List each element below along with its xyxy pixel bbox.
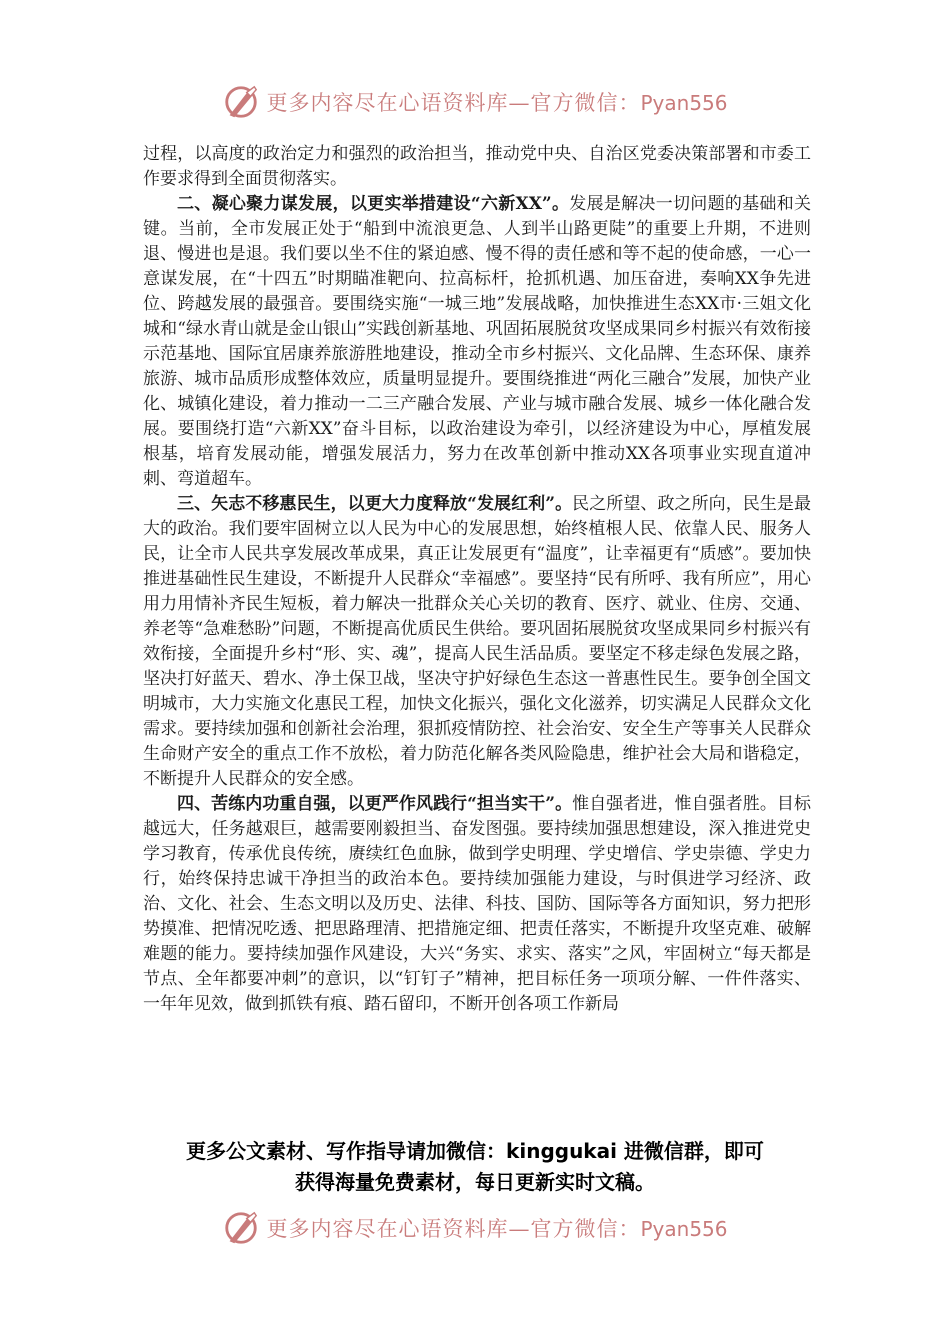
section-body: 民之所望、政之所向，民生是最大的政治。我们要牢固树立以人民为中心的发展思想，始终植根人民、依靠人民、服务人民，让全市人民共享发展改革成果，真正让发展更有“温度”，让幸福更有“质感”。要加快推进基础性民生建设，不断提升人民群众“幸福感”。要坚持“民有所呼、我有所应”，用心用力用情补齐民生短板，着力解决一批群众关心关切的教育、医疗、就业、住房、交通、养老等“急难愁盼”问题，不断提高优质民生供给。要巩固拓展脱贫攻坚成果同乡村振兴有效衔接，全面提升乡村“形、实、魂”，提高人民生活品质。要坚定不移走绿色发展之路，坚决打好蓝天、碧水、净土保卫战，坚决守护好绿色生态这一普惠性民生。要争创全国文明城市，大力实施文化惠民工程，加快文化振兴，强化文化滋养，切实满足人民群众文化需求。要持续加强和创新社会治理，狠抓疫情防控、社会治安、安全生产等事关人民群众生命财产安全的重点工作不放松，着力防范化解各类风险隐患，维护社会大局和谐稳定，不断提升人民群众的安全感。 <box>143 494 811 789</box>
section-paragraph-2 <box>143 192 811 492</box>
section-paragraph-3 <box>143 492 811 792</box>
pen-nib-logo-icon <box>222 1209 260 1247</box>
watermark-text: 更多内容尽在心语资料库—官方微信：Pyan556 <box>266 91 728 115</box>
watermark-header <box>0 80 950 124</box>
watermark-wechat-id: Pyan556 <box>640 91 728 115</box>
promo-footer-note <box>100 1136 850 1198</box>
section-paragraph-4 <box>143 792 811 1017</box>
section-heading: 三、矢志不移惠民生，以更大力度释放“发展红利”。 <box>177 494 573 514</box>
watermark-wechat-id: Pyan556 <box>640 1217 728 1241</box>
section-heading: 四、苦练内功重自强，以更严作风践行“担当实干”。 <box>177 794 573 814</box>
continuation-paragraph: 过程，以高度的政治定力和强烈的政治担当，推动党中央、自治区党委决策部署和市委工作要求得到全面贯彻落实。 <box>143 144 811 189</box>
section-body: 惟自强者进，惟自强者胜。目标越远大，任务越艰巨，越需要刚毅担当、奋发图强。要持续加强思想建设，深入推进党史学习教育，传承优良传统，赓续红色血脉，做到学史明理、学史增信、学史崇德、学史力行，始终保持忠诚干净担当的政治本色。要持续加强能力建设，与时俱进学习经济、政治、文化、社会、生态文明以及历史、法律、科技、国防、国际等各方面知识，努力把形势摸准、把情况吃透、把思路理清、把措施定细、把责任落实，不断提升攻坚克难、破解难题的能力。要持续加强作风建设，大兴“务实、求实、落实”之风，牢固树立“每天都是节点、全年都要冲刺”的意识，以“钉钉子”精神，把目标任务一项项分解、一件件落实、一年年见效，做到抓铁有痕、踏石留印，不断开创各项工作新局 <box>143 794 811 1014</box>
watermark-text: 更多内容尽在心语资料库—官方微信：Pyan556 <box>266 1217 728 1241</box>
section-heading: 二、凝心聚力谋发展，以更实举措建设“六新XX”。 <box>177 194 570 214</box>
section-body: 发展是解决一切问题的基础和关键。当前，全市发展正处于“船到中流浪更急、人到半山路更陡”的重要上升期，不进则退、慢进也是退。我们要以坐不住的紧迫感、慢不得的责任感和等不起的使命感，一心一意谋发展，在“十四五”时期瞄准靶向、拉高标杆，抢抓机遇、加压奋进，奏响XX争先进位、跨越发展的最强音。要围绕实施“一城三地”发展战略，加快推进生态XX市·三姐文化城和“绿水青山就是金山银山”实践创新基地、巩固拓展脱贫攻坚成果同乡村振兴有效衔接示范基地、国际宜居康养旅游胜地建设，推动全市乡村振兴、文化品牌、生态环保、康养旅游、城市品质形成整体效应，质量明显提升。要围绕推进“两化三融合”发展，加快产业化、城镇化建设，着力推动一二三产融合发展、产业与城市融合发展、城乡一体化融合发展。要围绕打造“六新XX”奋斗目标，以政治建设为牵引，以经济建设为中心，厚植发展根基，培育发展动能，增强发展活力，努力在改革创新中推动XX各项事业实现直道冲刺、弯道超车。 <box>143 194 812 489</box>
pen-nib-logo-icon <box>222 83 260 121</box>
promo-line-2: 获得海量免费素材，每日更新实时文稿。 <box>295 1170 655 1194</box>
promo-line-1: 更多公文素材、写作指导请加微信：kinggukai 进微信群，即可 <box>186 1139 764 1163</box>
document-body <box>143 142 811 1017</box>
watermark-footer <box>0 1206 950 1250</box>
